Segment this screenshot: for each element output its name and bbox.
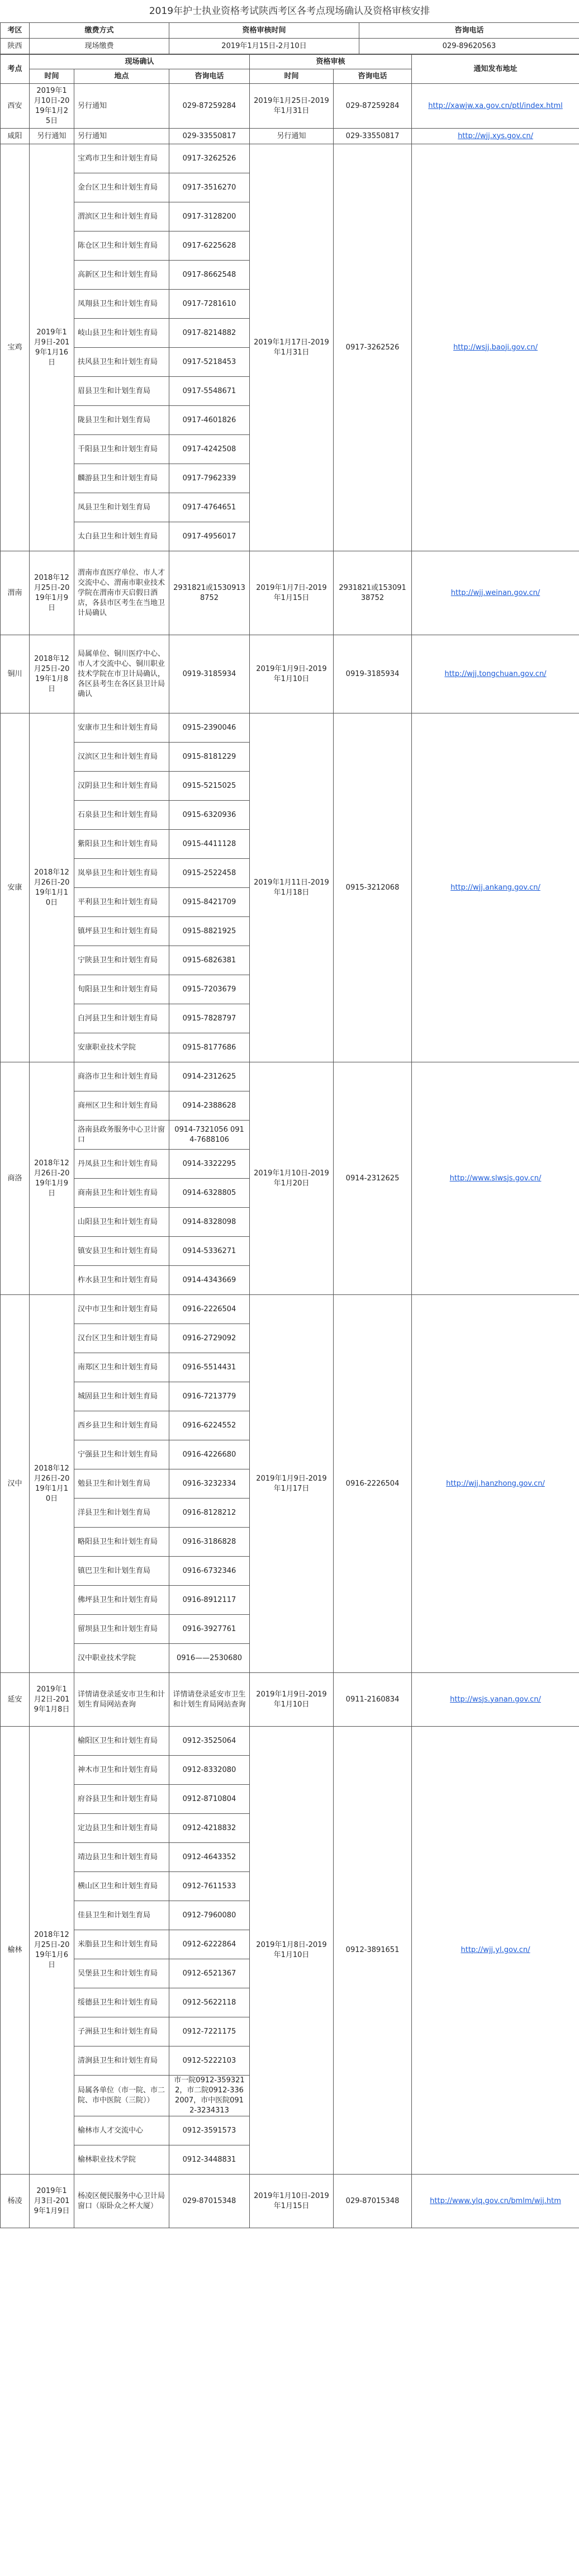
confirm-phone: 0916-7213779 xyxy=(169,1382,250,1411)
confirm-place: 局属单位、铜川医疗中心、市人才交流中心、铜川职业技术学院在市卫计局确认，各区县考生在各区县卫计局确认 xyxy=(74,635,169,713)
confirm-place: 杨凌区便民服务中心卫计局窗口（原卧众之杯大厦） xyxy=(74,2175,169,2228)
notice-link[interactable]: http://wsjs.yanan.gov.cn/ xyxy=(450,1695,541,1704)
table-row xyxy=(1,84,579,129)
notice-cell xyxy=(412,1727,579,2175)
review-time: 2019年1月9日-2019年1月10日 xyxy=(250,1673,334,1727)
notice-cell xyxy=(412,1295,579,1673)
confirm-time: 2018年12月26日-2019年1月10日 xyxy=(30,713,74,1062)
confirm-phone: 0912-4643352 xyxy=(169,1843,250,1872)
confirm-place: 榆林市人才交流中心 xyxy=(74,2116,169,2145)
confirm-place: 山阳县卫生和计划生育局 xyxy=(74,1208,169,1237)
confirm-phone: 0915-7828797 xyxy=(169,1004,250,1033)
site-name: 延安 xyxy=(1,1673,30,1727)
confirm-phone: 0916-2226504 xyxy=(169,1295,250,1324)
confirm-place: 镇安县卫生和计划生育局 xyxy=(74,1237,169,1266)
review-time: 另行通知 xyxy=(250,129,334,144)
review-time: 2019年1月17日-2019年1月31日 xyxy=(250,144,334,551)
confirm-place: 榆林职业技术学院 xyxy=(74,2145,169,2175)
confirm-phone: 0912-3525064 xyxy=(169,1727,250,1756)
confirm-phone: 0912-5622118 xyxy=(169,1988,250,2017)
confirm-place: 洋县卫生和计划生育局 xyxy=(74,1499,169,1528)
confirm-place: 镇巴卫生和计划生育局 xyxy=(74,1557,169,1586)
confirm-place: 洛南县政务服务中心卫计窗口 xyxy=(74,1121,169,1150)
confirm-phone: 详情请登录延安市卫生和计划生育局网站查询 xyxy=(169,1673,250,1727)
header-review-phone: 咨询电话 xyxy=(334,69,412,84)
confirm-place: 绥德县卫生和计划生育局 xyxy=(74,1988,169,2017)
confirm-phone: 0915-8177686 xyxy=(169,1033,250,1062)
confirm-place: 南郑区卫生和计划生育局 xyxy=(74,1353,169,1382)
summary-table xyxy=(0,22,579,54)
page-title: 2019年护士执业资格考试陕西考区各考点现场确认及资格审核安排 xyxy=(149,6,430,17)
confirm-phone: 0917-5548671 xyxy=(169,377,250,406)
confirm-phone: 0915-2390046 xyxy=(169,713,250,743)
summary-province: 陕西 xyxy=(1,39,30,54)
header-review-time: 时间 xyxy=(250,69,334,84)
summary-row xyxy=(1,39,579,54)
review-phone: 029-87259284 xyxy=(334,84,412,129)
notice-cell xyxy=(412,144,579,551)
confirm-place: 安康职业技术学院 xyxy=(74,1033,169,1062)
confirm-time: 2019年1月2日-2019年1月8日 xyxy=(30,1673,74,1727)
header-place: 地点 xyxy=(74,69,169,84)
review-phone: 0914-2312625 xyxy=(334,1062,412,1295)
confirm-place: 汉台区卫生和计划生育局 xyxy=(74,1324,169,1353)
confirm-place: 陈仓区卫生和计划生育局 xyxy=(74,231,169,261)
header-review: 资格审核 xyxy=(250,55,412,69)
confirm-phone: 0917-3262526 xyxy=(169,144,250,173)
confirm-phone: 0917-4956017 xyxy=(169,522,250,551)
notice-cell xyxy=(412,635,579,713)
confirm-phone: 0915-6826381 xyxy=(169,946,250,975)
confirm-place: 汉中职业技术学院 xyxy=(74,1644,169,1673)
summary-header-phone: 咨询电话 xyxy=(359,23,579,39)
confirm-place: 米脂县卫生和计划生育局 xyxy=(74,1930,169,1959)
confirm-place: 局属各单位（市一院、市二院、市中医院（三院）） xyxy=(74,2076,169,2116)
site-name: 铜川 xyxy=(1,635,30,713)
notice-cell xyxy=(412,84,579,129)
table-row xyxy=(1,713,579,743)
summary-header-method: 缴费方式 xyxy=(30,23,169,39)
review-time: 2019年1月11日-2019年1月18日 xyxy=(250,713,334,1062)
notice-link[interactable]: http://wjj.xys.gov.cn/ xyxy=(458,131,533,140)
review-phone: 0916-2226504 xyxy=(334,1295,412,1673)
confirm-phone: 0912-7611533 xyxy=(169,1872,250,1901)
confirm-phone: 0912-5222103 xyxy=(169,2046,250,2076)
notice-cell xyxy=(412,1673,579,1727)
confirm-phone: 0916-8912117 xyxy=(169,1586,250,1615)
confirm-time: 2018年12月25日-2019年1月8日 xyxy=(30,635,74,713)
confirm-phone: 0914-2312625 xyxy=(169,1062,250,1091)
confirm-phone: 0917-4764651 xyxy=(169,493,250,522)
confirm-phone: 0917-7281610 xyxy=(169,290,250,319)
confirm-place: 平利县卫生和计划生育局 xyxy=(74,888,169,917)
confirm-place: 吴堡县卫生和计划生育局 xyxy=(74,1959,169,1988)
confirm-phone: 0915-8421709 xyxy=(169,888,250,917)
notice-link[interactable]: http://wjj.hanzhong.gov.cn/ xyxy=(446,1479,545,1488)
confirm-phone: 0912-6222864 xyxy=(169,1930,250,1959)
notice-link[interactable]: http://wjj.ankang.gov.cn/ xyxy=(450,883,540,892)
confirm-place: 商洛市卫生和计划生育局 xyxy=(74,1062,169,1091)
review-phone: 2931821或15309138752 xyxy=(334,551,412,635)
table-row xyxy=(1,551,579,635)
confirm-place: 柞水县卫生和计划生育局 xyxy=(74,1266,169,1295)
confirm-place: 另行通知 xyxy=(74,84,169,129)
confirm-phone: 0914-6328805 xyxy=(169,1179,250,1208)
confirm-place: 城固县卫生和计划生育局 xyxy=(74,1382,169,1411)
confirm-phone: 0912-8710804 xyxy=(169,1785,250,1814)
site-name: 杨凌 xyxy=(1,2175,30,2228)
confirm-place: 宁陕县卫生和计划生育局 xyxy=(74,946,169,975)
review-time: 2019年1月9日-2019年1月10日 xyxy=(250,635,334,713)
confirm-phone: 0917-4601826 xyxy=(169,406,250,435)
table-row xyxy=(1,1727,579,1756)
confirm-place: 宝鸡市卫生和计划生育局 xyxy=(74,144,169,173)
site-name: 汉中 xyxy=(1,1295,30,1673)
summary-phone: 029-89620563 xyxy=(359,39,579,54)
confirm-place: 宁强县卫生和计划生育局 xyxy=(74,1440,169,1469)
header-confirm: 现场确认 xyxy=(30,55,250,69)
notice-cell xyxy=(412,129,579,144)
confirm-place: 白河县卫生和计划生育局 xyxy=(74,1004,169,1033)
confirm-phone: 0917-8662548 xyxy=(169,261,250,290)
confirm-phone: 0912-3448831 xyxy=(169,2145,250,2175)
site-name: 咸阳 xyxy=(1,129,30,144)
confirm-phone: 0916-6224552 xyxy=(169,1411,250,1440)
site-name: 安康 xyxy=(1,713,30,1062)
confirm-place: 镇坪县卫生和计划生育局 xyxy=(74,917,169,946)
confirm-phone: 0915-2522458 xyxy=(169,859,250,888)
confirm-place: 扶风县卫生和计划生育局 xyxy=(74,348,169,377)
confirm-time: 2018年12月26日-2019年1月9日 xyxy=(30,1062,74,1295)
confirm-phone: 0917-6225628 xyxy=(169,231,250,261)
confirm-phone: 0916-6732346 xyxy=(169,1557,250,1586)
confirm-phone: 0915-6320936 xyxy=(169,801,250,830)
review-time: 2019年1月10日-2019年1月15日 xyxy=(250,2175,334,2228)
table-row xyxy=(1,1062,579,1091)
header-phone: 咨询电话 xyxy=(169,69,250,84)
confirm-phone: 0917-5218453 xyxy=(169,348,250,377)
site-name: 西安 xyxy=(1,84,30,129)
confirm-time: 2018年12月26日-2019年1月10日 xyxy=(30,1295,74,1673)
summary-header-region: 考区 xyxy=(1,23,30,39)
table-row xyxy=(1,1295,579,1324)
review-time: 2019年1月9日-2019年1月17日 xyxy=(250,1295,334,1673)
confirm-phone: 0916-5514431 xyxy=(169,1353,250,1382)
site-name: 宝鸡 xyxy=(1,144,30,551)
confirm-place: 商南县卫生和计划生育局 xyxy=(74,1179,169,1208)
confirm-phone: 0912-4218832 xyxy=(169,1814,250,1843)
review-time: 2019年1月25日-2019年1月31日 xyxy=(250,84,334,129)
confirm-place: 渭滨区卫生和计划生育局 xyxy=(74,202,169,231)
review-time: 2019年1月8日-2019年1月10日 xyxy=(250,1727,334,2175)
confirm-phone: 0915-8821925 xyxy=(169,917,250,946)
confirm-phone: 029-87015348 xyxy=(169,2175,250,2228)
confirm-phone: 0919-3185934 xyxy=(169,635,250,713)
confirm-phone: 0917-8214882 xyxy=(169,319,250,348)
confirm-phone: 0917-7962339 xyxy=(169,464,250,493)
confirm-place: 渭南市直医疗单位、市人才交流中心、渭南市职业技术学院在渭南市天启假日酒店，各县市区考生在当地卫计局确认 xyxy=(74,551,169,635)
confirm-place: 清涧县卫生和计划生育局 xyxy=(74,2046,169,2076)
review-phone: 0911-2160834 xyxy=(334,1673,412,1727)
site-name: 榆林 xyxy=(1,1727,30,2175)
site-name: 商洛 xyxy=(1,1062,30,1295)
confirm-place: 千阳县卫生和计划生育局 xyxy=(74,435,169,464)
confirm-phone: 0917-3516270 xyxy=(169,173,250,202)
notice-link[interactable]: http://www.slwsjs.gov.cn/ xyxy=(449,1174,542,1183)
confirm-place: 丹凤县卫生和计划生育局 xyxy=(74,1150,169,1179)
confirm-phone: 0917-4242508 xyxy=(169,435,250,464)
notice-link[interactable]: http://xawjw.xa.gov.cn/ptl/index.html xyxy=(428,101,563,110)
notice-cell xyxy=(412,551,579,635)
confirm-phone: 0912-3591573 xyxy=(169,2116,250,2145)
confirm-place: 汉滨区卫生和计划生育局 xyxy=(74,743,169,772)
confirm-place: 佳县卫生和计划生育局 xyxy=(74,1901,169,1930)
confirm-place: 高新区卫生和计划生育局 xyxy=(74,261,169,290)
summary-header-time: 资格审核时间 xyxy=(169,23,359,39)
notice-link[interactable]: http://wjj.weinan.gov.cn/ xyxy=(450,588,540,597)
confirm-place: 凤翔县卫生和计划生育局 xyxy=(74,290,169,319)
main-table xyxy=(0,54,579,2228)
summary-header-row xyxy=(1,23,579,39)
confirm-phone: 0916-4226680 xyxy=(169,1440,250,1469)
notice-link[interactable]: http://wsjj.baoji.gov.cn/ xyxy=(453,343,538,352)
review-phone: 0915-3212068 xyxy=(334,713,412,1062)
confirm-phone: 0916-3232334 xyxy=(169,1469,250,1499)
confirm-place: 横山区卫生和计划生育局 xyxy=(74,1872,169,1901)
confirm-place: 凤县卫生和计划生育局 xyxy=(74,493,169,522)
confirm-place: 府谷县卫生和计划生育局 xyxy=(74,1785,169,1814)
confirm-phone: 0914-5336271 xyxy=(169,1237,250,1266)
confirm-phone: 0912-7221175 xyxy=(169,2017,250,2046)
header-time: 时间 xyxy=(30,69,74,84)
confirm-phone: 0916-2729092 xyxy=(169,1324,250,1353)
review-phone: 0912-3891651 xyxy=(334,1727,412,2175)
confirm-phone: 0914-3322295 xyxy=(169,1150,250,1179)
confirm-phone: 市一院0912-3593212，市二院0912-3362007，市中医院0912-3234313 xyxy=(169,2076,250,2116)
confirm-phone: 0916-3186828 xyxy=(169,1528,250,1557)
notice-link[interactable]: http://wjj.tongchuan.gov.cn/ xyxy=(444,669,547,678)
confirm-time: 2019年1月10日-2019年1月25日 xyxy=(30,84,74,129)
confirm-place: 详情请登录延安市卫生和计划生育局网站查询 xyxy=(74,1673,169,1727)
confirm-phone: 029-33550817 xyxy=(169,129,250,144)
confirm-place: 榆阳区卫生和计划生育局 xyxy=(74,1727,169,1756)
confirm-place: 眉县卫生和计划生育局 xyxy=(74,377,169,406)
confirm-place: 麟游县卫生和计划生育局 xyxy=(74,464,169,493)
notice-cell xyxy=(412,713,579,1062)
confirm-phone: 0915-4411128 xyxy=(169,830,250,859)
confirm-place: 靖边县卫生和计划生育局 xyxy=(74,1843,169,1872)
confirm-place: 旬阳县卫生和计划生育局 xyxy=(74,975,169,1004)
confirm-place: 略阳县卫生和计划生育局 xyxy=(74,1528,169,1557)
review-phone: 0919-3185934 xyxy=(334,635,412,713)
notice-cell xyxy=(412,2175,579,2228)
confirm-place: 子洲县卫生和计划生育局 xyxy=(74,2017,169,2046)
confirm-time: 2018年12月25日-2019年1月9日 xyxy=(30,551,74,635)
confirm-place: 金台区卫生和计划生育局 xyxy=(74,173,169,202)
main-header-row-1 xyxy=(1,55,579,69)
confirm-phone: 0916——2530680 xyxy=(169,1644,250,1673)
confirm-place: 勉县卫生和计划生育局 xyxy=(74,1469,169,1499)
confirm-phone: 2931821或15309138752 xyxy=(169,551,250,635)
confirm-place: 神木市卫生和计划生育局 xyxy=(74,1756,169,1785)
table-row xyxy=(1,144,579,173)
confirm-phone: 0917-3128200 xyxy=(169,202,250,231)
confirm-phone: 0916-3927761 xyxy=(169,1615,250,1644)
confirm-phone: 029-87259284 xyxy=(169,84,250,129)
confirm-place: 汉阴县卫生和计划生育局 xyxy=(74,772,169,801)
header-notice: 通知发布地址 xyxy=(412,55,579,84)
confirm-place: 佛坪县卫生和计划生育局 xyxy=(74,1586,169,1615)
confirm-place: 安康市卫生和计划生育局 xyxy=(74,713,169,743)
header-site: 考点 xyxy=(1,55,30,84)
table-row xyxy=(1,1673,579,1727)
notice-link[interactable]: http://www.ylq.gov.cn/bmlm/wjj.htm xyxy=(430,2196,561,2205)
confirm-time: 2019年1月3日-2019年1月9日 xyxy=(30,2175,74,2228)
site-name: 渭南 xyxy=(1,551,30,635)
confirm-phone: 0912-7960080 xyxy=(169,1901,250,1930)
confirm-phone: 0912-6521367 xyxy=(169,1959,250,1988)
review-phone: 0917-3262526 xyxy=(334,144,412,551)
review-time: 2019年1月7日-2019年1月15日 xyxy=(250,551,334,635)
confirm-phone: 0912-8332080 xyxy=(169,1756,250,1785)
confirm-time: 另行通知 xyxy=(30,129,74,144)
confirm-phone: 0916-8128212 xyxy=(169,1499,250,1528)
confirm-phone: 0914-7321056 0914-7688106 xyxy=(169,1121,250,1150)
confirm-time: 2019年1月9日-2019年1月16日 xyxy=(30,144,74,551)
main-body xyxy=(1,84,579,2228)
summary-time: 2019年1月15日-2月10日 xyxy=(169,39,359,54)
confirm-place: 太白县卫生和计划生育局 xyxy=(74,522,169,551)
confirm-place: 留坝县卫生和计划生育局 xyxy=(74,1615,169,1644)
confirm-place: 陇县卫生和计划生育局 xyxy=(74,406,169,435)
review-phone: 029-33550817 xyxy=(334,129,412,144)
summary-method: 现场缴费 xyxy=(30,39,169,54)
notice-link[interactable]: http://wjj.yl.gov.cn/ xyxy=(461,1946,530,1954)
notice-cell xyxy=(412,1062,579,1295)
confirm-phone: 0915-7203679 xyxy=(169,975,250,1004)
confirm-place: 石泉县卫生和计划生育局 xyxy=(74,801,169,830)
confirm-phone: 0914-2388628 xyxy=(169,1091,250,1121)
confirm-place: 汉中市卫生和计划生育局 xyxy=(74,1295,169,1324)
table-row xyxy=(1,2175,579,2228)
confirm-place: 定边县卫生和计划生育局 xyxy=(74,1814,169,1843)
table-row xyxy=(1,635,579,713)
confirm-phone: 0915-5215025 xyxy=(169,772,250,801)
confirm-time: 2018年12月25日-2019年1月6日 xyxy=(30,1727,74,2175)
review-time: 2019年1月10日-2019年1月20日 xyxy=(250,1062,334,1295)
confirm-place: 商州区卫生和计划生育局 xyxy=(74,1091,169,1121)
table-row xyxy=(1,129,579,144)
confirm-place: 岐山县卫生和计划生育局 xyxy=(74,319,169,348)
confirm-place: 另行通知 xyxy=(74,129,169,144)
confirm-place: 西乡县卫生和计划生育局 xyxy=(74,1411,169,1440)
confirm-place: 紫阳县卫生和计划生育局 xyxy=(74,830,169,859)
confirm-phone: 0914-4343669 xyxy=(169,1266,250,1295)
confirm-place: 岚皋县卫生和计划生育局 xyxy=(74,859,169,888)
confirm-phone: 0915-8181229 xyxy=(169,743,250,772)
confirm-phone: 0914-8328098 xyxy=(169,1208,250,1237)
review-phone: 029-87015348 xyxy=(334,2175,412,2228)
